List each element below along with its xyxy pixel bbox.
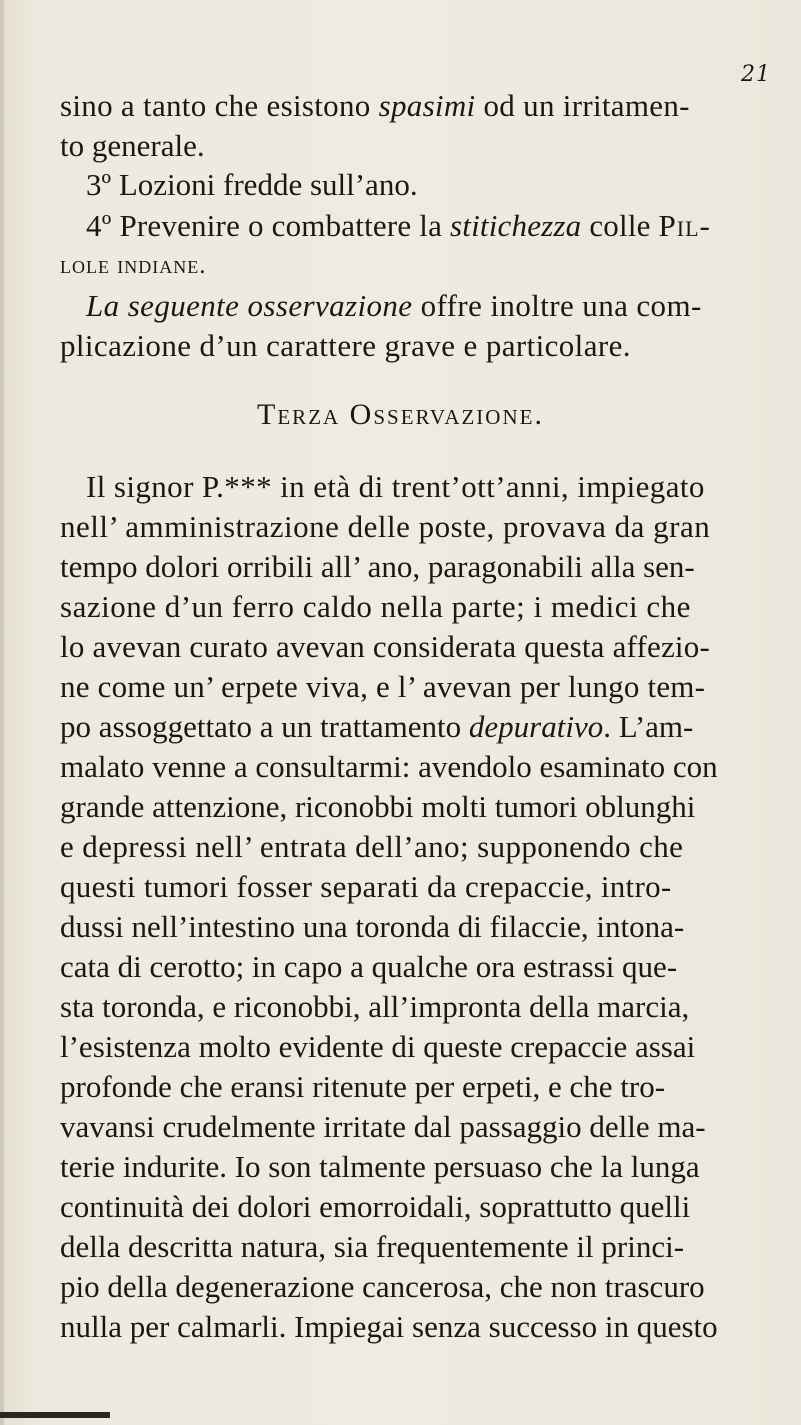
text-line-2: to generale. (60, 128, 205, 163)
text-line-5: lole indiane. (60, 252, 207, 279)
text-line-6: La seguente osservazione offre inoltre una com- (86, 288, 702, 323)
text-line-21: sta toronda, e riconobbi, all’impronta della marcia, (60, 989, 690, 1024)
text-line-12: lo avevan curato avevan considerata questa affezio- (60, 629, 710, 664)
text-line-7: plicazione d’un carattere grave e particolare. (60, 328, 631, 363)
scan-edge-mark (0, 1412, 110, 1418)
text-line-24: vavansi crudelmente irritate dal passaggio delle ma- (60, 1109, 706, 1144)
text-line-3: 3º Lozioni fredde sull’ano. (86, 167, 418, 202)
text-line-13: ne come un’ erpete viva, e l’ avevan per lungo tem- (60, 669, 706, 704)
text-line-4: 4º Prevenire o combattere la stitichezza colle Pil- (86, 208, 711, 243)
text-line-22: l’esistenza molto evidente di queste crepaccie assai (60, 1029, 696, 1064)
text-line-28: pio della degenerazione cancerosa, che non trascuro (60, 1269, 705, 1304)
section-heading: Terza Osservazione. (257, 398, 544, 431)
text-line-9: nell’ amministrazione delle poste, provava da gran (60, 509, 711, 544)
text-line-23: profonde che eransi ritenute per erpeti, e che tro- (60, 1069, 666, 1104)
text-line-11: sazione d’un ferro caldo nella parte; i medici che (60, 589, 691, 624)
page-number: 21 (741, 62, 771, 87)
text-line-26: continuità dei dolori emorroidali, soprattutto quelli (60, 1189, 691, 1224)
text-line-25: terie indurite. Io son talmente persuaso che la lunga (60, 1149, 700, 1184)
text-line-20: cata di cerotto; in capo a qualche ora estrassi que- (60, 949, 678, 984)
text-line-15: malato venne a consultarmi: avendolo esaminato con (60, 749, 718, 784)
text-line-27: della descritta natura, sia frequentemente il princi- (60, 1229, 685, 1264)
text-line-1: sino a tanto che esistono spasimi od un irritamen- (60, 88, 690, 123)
text-line-17: e depressi nell’ entrata dell’ano; supponendo che (60, 829, 684, 864)
text-line-8: Il signor P.*** in età di trent’ott’anni, impiegato (86, 469, 705, 504)
text-line-14: po assoggettato a un trattamento depurativo. L’am- (60, 709, 694, 744)
text-line-29: nulla per calmarli. Impiegai senza successo in questo (60, 1309, 718, 1344)
text-line-16: grande attenzione, riconobbi molti tumori oblunghi (60, 789, 696, 824)
text-line-10: tempo dolori orribili all’ ano, paragonabili alla sen- (60, 549, 695, 584)
text-line-18: questi tumori fosser separati da crepaccie, intro- (60, 869, 672, 904)
text-line-19: dussi nell’intestino una toronda di filaccie, intona- (60, 909, 685, 944)
